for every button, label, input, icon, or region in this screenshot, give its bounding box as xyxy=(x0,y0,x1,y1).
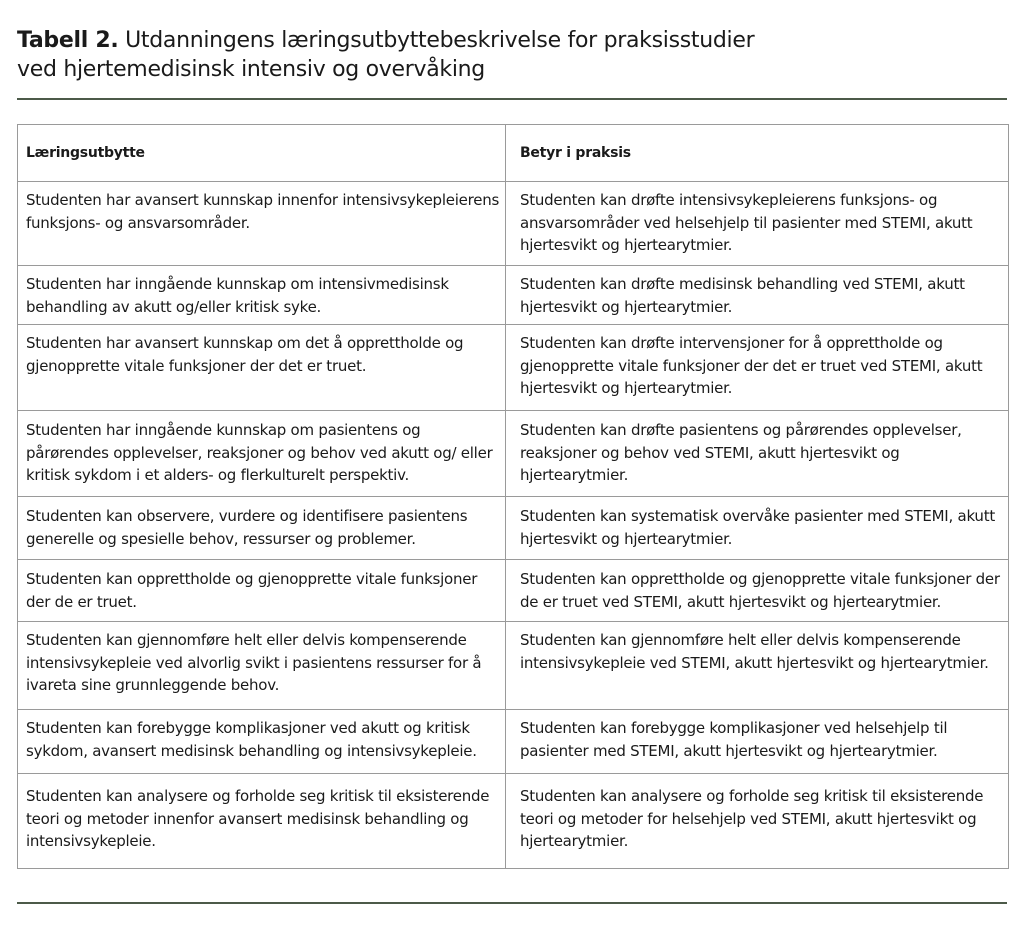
table-row xyxy=(18,560,1009,622)
learning-outcomes-table xyxy=(17,124,1009,869)
learning-outcome-cell: Studenten kan observere, vurdere og identifisere pasientens generelle og spesielle behov, ressurser og problemer. xyxy=(18,497,506,560)
learning-outcome-cell: Studenten har inngående kunnskap om pasientens og pårørendes opplevelser, reaksjoner og behov ved akutt og/ eller kritisk sykdom i et alders- og flerkulturelt perspektiv. xyxy=(18,411,506,497)
column-header-learning-outcome: Læringsutbytte xyxy=(18,125,506,182)
in-practice-cell: Studenten kan forebygge komplikasjoner ved helsehjelp til pasienter med STEMI, akutt hjertesvikt og hjertearytmier. xyxy=(506,710,1009,774)
in-practice-cell: Studenten kan gjennomføre helt eller delvis kompenserende intensivsykepleie ved STEMI, akutt hjertesvikt og hjertearytmier. xyxy=(506,622,1009,710)
learning-outcome-cell: Studenten har inngående kunnskap om intensivmedisinsk behandling av akutt og/eller kritisk syke. xyxy=(18,266,506,325)
table-row xyxy=(18,411,1009,497)
in-practice-cell: Studenten kan drøfte medisinsk behandling ved STEMI, akutt hjertesvikt og hjertearytmier. xyxy=(506,266,1009,325)
table-row xyxy=(18,774,1009,869)
table-row xyxy=(18,622,1009,710)
table-row xyxy=(18,710,1009,774)
in-practice-cell: Studenten kan drøfte pasientens og pårørendes opplevelser, reaksjoner og behov ved STEMI, akutt hjertesvikt og hjertearytmier. xyxy=(506,411,1009,497)
in-practice-cell: Studenten kan opprettholde og gjenopprette vitale funksjoner der de er truet ved STEMI, akutt hjertesvikt og hjertearytmier. xyxy=(506,560,1009,622)
top-rule xyxy=(17,98,1007,100)
learning-outcome-cell: Studenten har avansert kunnskap innenfor intensivsykepleierens funksjons- og ansvarsområder. xyxy=(18,182,506,266)
table-caption xyxy=(17,26,1007,84)
in-practice-cell: Studenten kan drøfte intervensjoner for å opprettholde og gjenopprette vitale funksjoner der det er truet ved STEMI, akutt hjertesvikt og hjertearytmier. xyxy=(506,325,1009,411)
caption-title-line2: ved hjertemedisinsk intensiv og overvåking xyxy=(17,57,485,82)
table-row xyxy=(18,497,1009,560)
caption-title: Utdanningens læringsutbyttebeskrivelse for praksisstudier xyxy=(125,28,755,53)
table-row xyxy=(18,266,1009,325)
learning-outcome-cell: Studenten har avansert kunnskap om det å opprettholde og gjenopprette vitale funksjoner der det er truet. xyxy=(18,325,506,411)
learning-outcome-cell: Studenten kan forebygge komplikasjoner ved akutt og kritisk sykdom, avansert medisinsk behandling og intensivsykepleie. xyxy=(18,710,506,774)
learning-outcome-cell: Studenten kan opprettholde og gjenopprette vitale funksjoner der de er truet. xyxy=(18,560,506,622)
bottom-rule xyxy=(17,902,1007,904)
learning-outcome-cell: Studenten kan analysere og forholde seg kritisk til eksisterende teori og metoder innenfor avansert medisinsk behandling og intensivsykepleie. xyxy=(18,774,506,869)
table-row xyxy=(18,182,1009,266)
table-header-row xyxy=(18,125,1009,182)
table-row xyxy=(18,325,1009,411)
in-practice-cell: Studenten kan drøfte intensivsykepleierens funksjons- og ansvarsområder ved helsehjelp til pasienter med STEMI, akutt hjertesvikt og hjertearytmier. xyxy=(506,182,1009,266)
in-practice-cell: Studenten kan systematisk overvåke pasienter med STEMI, akutt hjertesvikt og hjertearytmier. xyxy=(506,497,1009,560)
learning-outcome-cell: Studenten kan gjennomføre helt eller delvis kompenserende intensivsykepleie ved alvorlig svikt i pasientens ressurser for å ivareta sine grunnleggende behov. xyxy=(18,622,506,710)
in-practice-cell: Studenten kan analysere og forholde seg kritisk til eksisterende teori og metoder for helsehjelp ved STEMI, akutt hjertesvikt og hjertearytmier. xyxy=(506,774,1009,869)
column-header-in-practice: Betyr i praksis xyxy=(506,125,1009,182)
caption-label: Tabell 2. xyxy=(17,28,119,53)
